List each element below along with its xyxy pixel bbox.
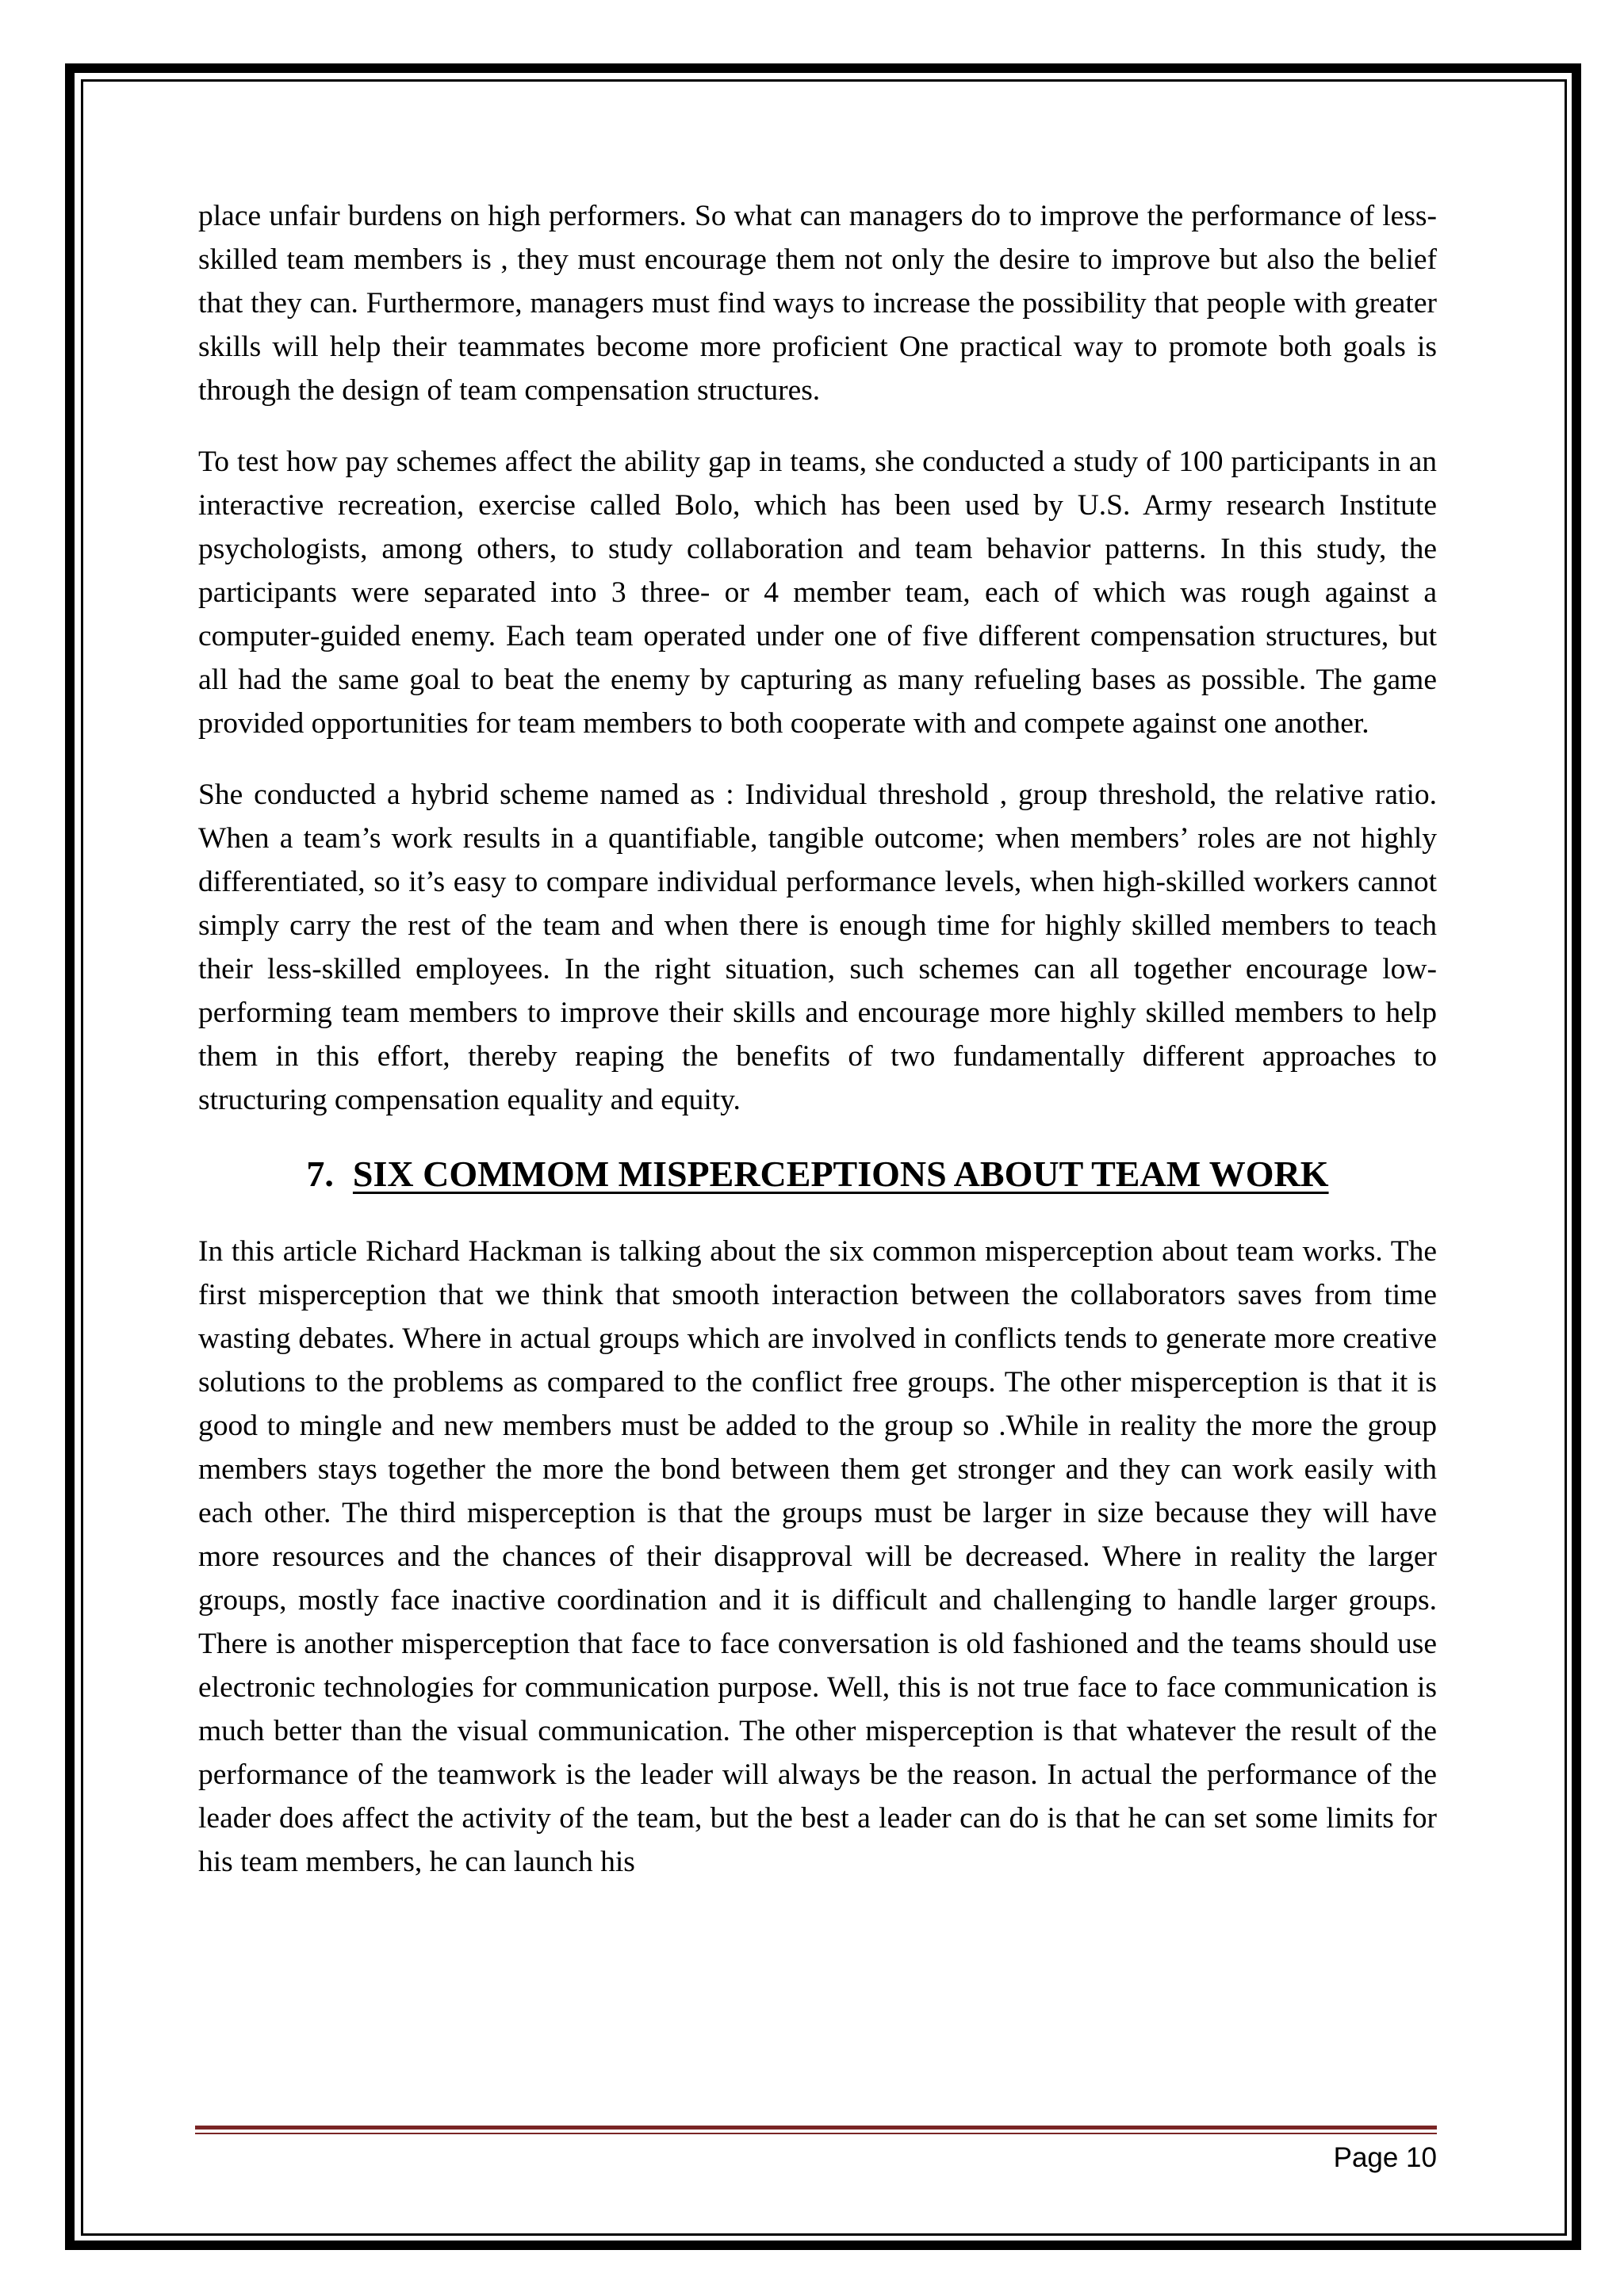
footer-rule-thin — [195, 2133, 1437, 2134]
paragraph-hybrid-scheme: She conducted a hybrid scheme named as : Individual threshold , group threshold, the relative ratio. When a team’s work results in a quantifiable, tangible outcome; when members’ roles are not highly differentiated, so it’s easy to compare individual performance levels, when high-skilled workers cannot simply carry the rest of the team and when there is enough time for highly skilled members to teach their less-skilled employees. In the right situation, such schemes can all together encourage low-performing team members to improve their skills and encourage more highly skilled members to help them in this effort, thereby reaping the benefits of two fundamentally different approaches to structuring compensation equality and equity. — [198, 779, 1437, 1116]
paragraph-pay-schemes-study: To test how pay schemes affect the ability gap in teams, she conducted a study of 100 participants in an interactive recreation, exercise called Bolo, which has been used by U.S. Army research Institute psychologists, among others, to study collaboration and team behavior patterns. In this study, the participants were separated into 3 three- or 4 member team, each of which was rough against a computer-guided enemy. Each team operated under one of five different compensation structures, but all had the same goal to beat the enemy by capturing as many refueling bases as possible. The game provided opportunities for team members to both cooperate with and compete against one another. — [198, 446, 1437, 740]
paragraph-misperceptions: In this article Richard Hackman is talking about the six common misperception about team works. The first misperception that we think that smooth interaction between the collaborators saves from time wasting debates. Where in actual groups which are involved in conflicts tends to generate more creative solutions to the problems as compared to the conflict free groups. The other misperception is that it is good to mingle and new members must be added to the group so .While in reality the more the group members stays together the more the bond between them get stronger and they can work easily with each other. The third misperception is that the groups must be larger in size because they will have more resources and the chances of their disapproval will be decreased. Where in reality the larger groups, mostly face inactive coordination and it is difficult and challenging to handle larger groups. There is another misperception that face to face conversation is old fashioned and the teams should use electronic technologies for communication purpose. Well, this is not true face to face communication is much better than the visual communication. The other misperception is that whatever the result of the performance of the teamwork is the leader will always be the reason. In actual the performance of the leader does affect the activity of the team, but the best a leader can do is that he can set some limits for his team members, he can launch his — [198, 1235, 1437, 1878]
document-body — [198, 194, 1437, 1911]
footer-rule-thick — [195, 2126, 1437, 2130]
page-number: Page 10 — [1333, 2142, 1437, 2173]
paragraph-high-performers: place unfair burdens on high performers. So what can managers do to improve the performance of less-skilled team members is , they must encourage them not only the desire to improve but also the belief that they can. Furthermore, managers must find ways to increase the possibility that people with greater skills will help their teammates become more proficient One practical way to promote both goals is through the design of team compensation structures. — [198, 200, 1437, 407]
section-title: SIX COMMOM MISPERCEPTIONS ABOUT TEAM WORK — [352, 1154, 1329, 1194]
section-heading — [198, 1152, 1437, 1196]
section-number: 7. — [306, 1154, 334, 1194]
